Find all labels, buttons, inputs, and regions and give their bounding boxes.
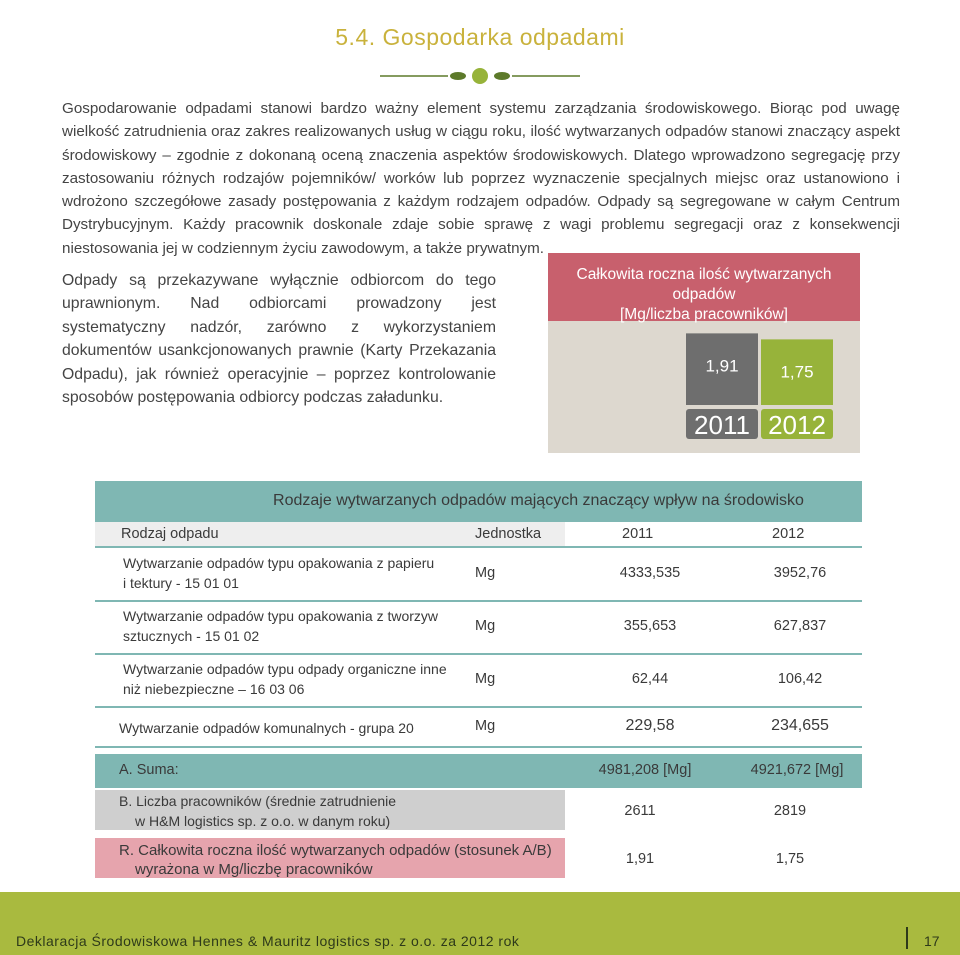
ratio-2011: 1,91 xyxy=(625,851,655,867)
sum-2012: 4921,672 [Mg] xyxy=(750,762,844,778)
table-ratio-row xyxy=(95,838,565,878)
table-title: Rodzaje wytwarzanych odpadów mających znaczący wpływ na środowisko xyxy=(95,481,862,520)
table-sum-row xyxy=(95,754,862,788)
ratio-2012: 1,75 xyxy=(775,851,805,867)
table-header xyxy=(95,520,862,548)
table-row-name: Wytwarzanie odpadów typu opakowania z tworzyw sztucznych - 15 01 02 xyxy=(123,608,439,644)
intro-paragraph: Gospodarowanie odpadami stanowi bardzo ważny element systemu zarządzania środowiskowego. Biorąc pod uwagę wielkość zatrudnienia oraz zakres realizowanych usług w ciągu roku, ilość wytwarzanych odpadów stanowi znaczący aspekt środowiskowy – zgodnie z dokonaną oceną znaczenia aspektów środowiskowych. Dlatego wprowadzono segregację przy zastosowaniu różnych rodzajów pojemników/ worków lub poprzez wyznaczenie specjalnych miejsc oraz ustanowiono i wdrożono szczegółowe zasady postępowania z każdym rodzajem odpadów. Odpady są segregowane w całym Centrum Dystrybucyjnym. Każdy pracownik doskonale zdaje sobie sprawę z wagi problemu segregacji oraz z konsekwencji niestosowania jej w codziennym życiu zawodowym, a także prywatnym. xyxy=(62,100,900,257)
table-cell-2012: 106,42 xyxy=(777,671,823,687)
table-cell-2011: 355,653 xyxy=(623,618,677,634)
col-header-unit: Jednostka xyxy=(475,526,542,542)
employees-2011: 2611 xyxy=(624,803,656,819)
table-cell-2011: 229,58 xyxy=(625,717,675,734)
bar-value-label: 1,75 xyxy=(780,362,814,382)
waste-ratio-chart xyxy=(548,321,860,453)
footer-text: Deklaracja Środowiskowa Hennes & Mauritz logistics sp. z o.o. za 2012 rok xyxy=(16,933,520,949)
page-footer xyxy=(0,892,960,955)
bar-value-label: 1,91 xyxy=(705,356,739,376)
decorative-ornament xyxy=(380,64,580,88)
table-cell-2012: 234,655 xyxy=(771,717,829,734)
col-header-2011: 2011 xyxy=(622,526,654,542)
ratio-label: R. Całkowita roczna ilość wytwarzanych odpadów (stosunek A/B) wyrażona w Mg/liczbę pracowników xyxy=(119,842,552,878)
section-title: 5.4. Gospodarka odpadami xyxy=(335,24,625,50)
table-row-name: Wytwarzanie odpadów komunalnych - grupa 20 xyxy=(119,720,414,736)
table-cell-unit: Mg xyxy=(475,718,496,734)
waste-table xyxy=(95,481,862,883)
table-cell-2011: 62,44 xyxy=(631,671,669,687)
table-row-name: Wytwarzanie odpadów typu odpady organiczne inne niż niebezpieczne – 16 03 06 xyxy=(123,661,447,697)
chart-header xyxy=(548,253,860,321)
table-row-name: Wytwarzanie odpadów typu opakowania z papieru i tektury - 15 01 01 xyxy=(123,555,435,591)
chart-subtitle: [Mg/liczba pracowników] xyxy=(620,306,788,323)
second-paragraph: Odpady są przekazywane wyłącznie odbiorcom do tego uprawnionym. Nad odbiorcami prowadzony jest systematyczny nadzór, zarówno z wykorzystaniem dokumentów usankcjonowanych prawnie (Karty Przekazania Odpadu), jak również operacyjnie – poprzez kontrolowanie sposobów postępowania odbiorcy podczas załadunku. xyxy=(62,272,496,407)
footer-divider xyxy=(906,927,908,949)
table-cell-unit: Mg xyxy=(475,618,496,634)
year-label: 2012 xyxy=(768,410,826,440)
employees-label: B. Liczba pracowników (średnie zatrudnienie w H&M logistics sp. z o.o. w danym roku) xyxy=(119,793,397,829)
employees-2012: 2819 xyxy=(773,803,807,819)
waste-ratio-card xyxy=(548,253,860,453)
chart-title: Całkowita roczna ilość wytwarzanych odpadów xyxy=(576,266,832,303)
sum-2011: 4981,208 [Mg] xyxy=(598,762,692,778)
col-header-type: Rodzaj odpadu xyxy=(121,526,219,542)
sum-label: A. Suma: xyxy=(119,762,179,778)
col-header-2012: 2012 xyxy=(772,526,805,542)
table-cell-2012: 627,837 xyxy=(773,618,827,634)
page-number: 17 xyxy=(924,933,940,949)
table-cell-2011: 4333,535 xyxy=(619,565,681,581)
year-label: 2011 xyxy=(694,410,750,440)
table-cell-unit: Mg xyxy=(475,671,496,687)
table-cell-2012: 3952,76 xyxy=(773,565,827,581)
table-cell-unit: Mg xyxy=(475,565,496,581)
